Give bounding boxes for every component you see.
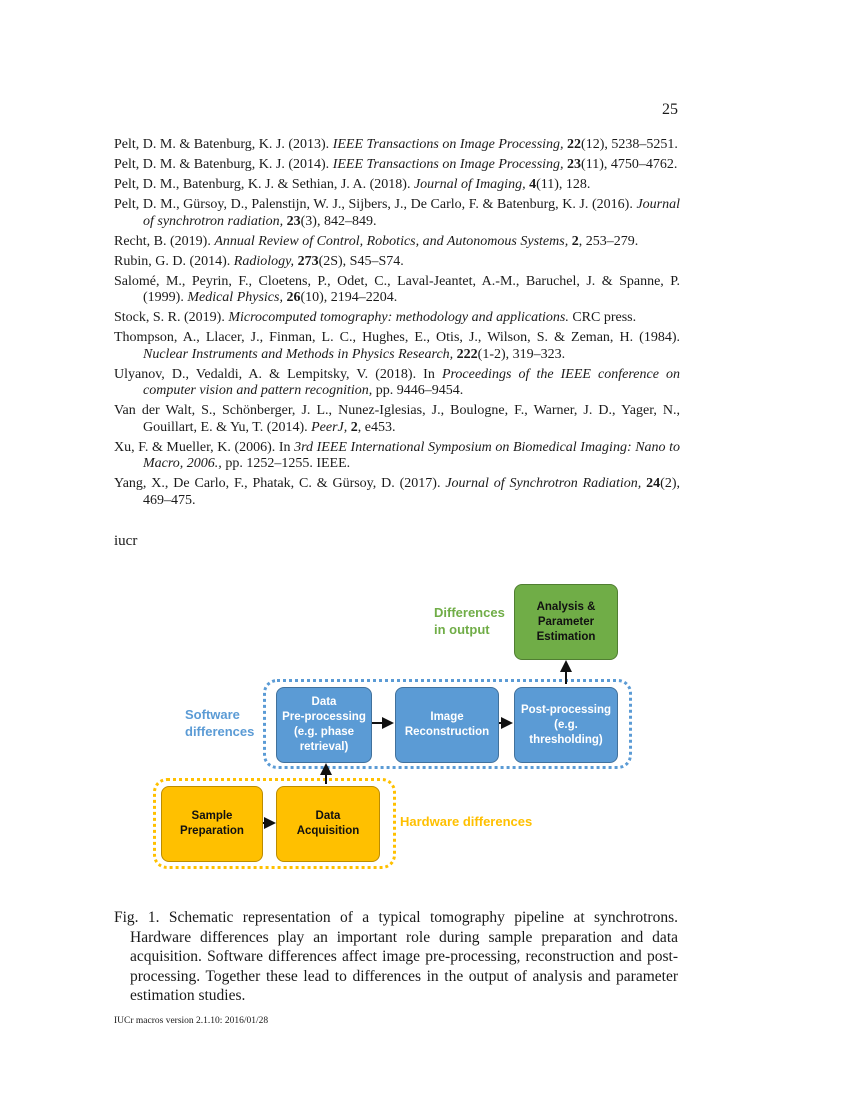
reference-authors: Yang, X., De Carlo, F., Phatak, C. & Gürsoy, D. (2017). bbox=[114, 476, 441, 491]
reference-entry bbox=[114, 310, 680, 327]
reference-entry bbox=[114, 254, 680, 271]
reference-pages: (10), 2194–2204. bbox=[300, 290, 398, 305]
reference-journal: 3rd IEEE International Symposium on Biomedical Imaging: Nano to Macro, 2006., bbox=[143, 439, 681, 471]
reference-pages: (11), 4750–4762. bbox=[581, 157, 678, 172]
reference-volume: 22 bbox=[567, 137, 582, 152]
reference-authors: Ulyanov, D., Vedaldi, A. & Lempitsky, V. (2018). In bbox=[114, 366, 435, 382]
reference-entry bbox=[114, 177, 680, 194]
sample-preparation-box: Sample Preparation bbox=[161, 786, 263, 862]
data-acquisition-box: Data Acquisition bbox=[276, 786, 380, 862]
reference-pages: (3), 842–849. bbox=[300, 213, 377, 229]
reference-authors: Salomé, M., Peyrin, F., Cloetens, P., Odet, C., Laval-Jeantet, A.-M., Baruchel, J. & Spanne, P. (1999). bbox=[114, 273, 680, 305]
reference-pages: (2S), S45–S74. bbox=[318, 253, 404, 269]
figure-caption bbox=[114, 908, 678, 1006]
reference-volume: 2 bbox=[571, 233, 579, 249]
reference-pages: , 253–279. bbox=[578, 233, 639, 249]
reference-journal: Journal of synchrotron radiation, bbox=[143, 197, 681, 229]
reference-pages: , e453. bbox=[357, 419, 396, 435]
reference-authors: Van der Walt, S., Schönberger, J. L., Nunez-Iglesias, J., Boulogne, F., Warner, J. D., Yager, N., Gouillart, E. & Yu, T. (2014). bbox=[114, 403, 680, 435]
reference-journal: Radiology, bbox=[233, 253, 295, 269]
data-preprocessing-box: Data Pre-processing (e.g. phase retrieval) bbox=[276, 687, 372, 763]
reference-journal: IEEE Transactions on Image Processing, bbox=[332, 137, 564, 152]
reference-journal: Journal of Synchrotron Radiation, bbox=[445, 476, 642, 491]
reference-journal: PeerJ, bbox=[311, 419, 348, 435]
reference-entry bbox=[114, 157, 680, 174]
reference-entry bbox=[114, 330, 680, 363]
reference-entry bbox=[114, 274, 680, 307]
reference-volume: 222 bbox=[456, 346, 478, 362]
reference-pages: pp. 9446–9454. bbox=[375, 383, 464, 398]
footer: IUCr macros version 2.1.10: 2016/01/28 bbox=[114, 1016, 269, 1026]
reference-entry bbox=[114, 403, 680, 436]
reference-authors: Xu, F. & Mueller, K. (2006). In bbox=[114, 439, 291, 455]
reference-authors: Pelt, D. M. & Batenburg, K. J. (2014). bbox=[114, 157, 330, 172]
reference-entry bbox=[114, 367, 680, 400]
hardware-differences-label: Hardware differences bbox=[400, 814, 533, 829]
reference-authors: Thompson, A., Llacer, J., Finman, L. C., Hughes, E., Otis, J., Wilson, S. & Zeman, H. (1984). bbox=[114, 330, 680, 345]
reference-volume: 2 bbox=[350, 419, 358, 435]
reference-pages: CRC press. bbox=[572, 310, 637, 325]
reference-pages: (11), 128. bbox=[536, 177, 591, 192]
reference-journal: Annual Review of Control, Robotics, and Autonomous Systems, bbox=[214, 233, 569, 249]
reference-pages: (1-2), 319–323. bbox=[477, 346, 566, 362]
caption-text: Fig. 1. Schematic representation of a typical tomography pipeline at synchrotrons. Hardware differences play an important role during sample preparation and data acquisition. Software differences affect image pre-processing, reconstruction and post-processing. Together these lead to differences in the output of analysis and parameter estimation studies. bbox=[114, 909, 678, 1004]
software-differences-label: Software differences bbox=[185, 707, 255, 739]
reference-volume: 273 bbox=[297, 253, 319, 269]
reference-volume: 24 bbox=[646, 476, 661, 491]
reference-entry bbox=[114, 137, 680, 154]
reference-authors: Stock, S. R. (2019). bbox=[114, 310, 225, 325]
output-differences-label: Differences in output bbox=[434, 605, 505, 637]
reference-authors: Pelt, D. M., Batenburg, K. J. & Sethian, J. A. (2018). bbox=[114, 177, 411, 192]
reference-journal: Microcomputed tomography: methodology and applications. bbox=[228, 310, 569, 325]
reference-entry bbox=[114, 440, 680, 473]
reference-pages: (12), 5238–5251. bbox=[581, 137, 678, 152]
pipeline-arrows bbox=[150, 580, 650, 870]
reference-authors: Pelt, D. M., Gürsoy, D., Palenstijn, W. J., Sijbers, J., De Carlo, F. & Batenburg, K. J. (2016). bbox=[114, 197, 633, 212]
page-number: 25 bbox=[662, 101, 678, 118]
reference-authors: Pelt, D. M. & Batenburg, K. J. (2013). bbox=[114, 137, 330, 152]
reference-journal: Medical Physics, bbox=[187, 290, 283, 305]
reference-volume: 4 bbox=[529, 177, 537, 192]
reference-authors: Rubin, G. D. (2014). bbox=[114, 253, 231, 269]
reference-journal: Proceedings of the IEEE conference on computer vision and pattern recognition, bbox=[143, 366, 681, 398]
reference-pages: pp. 1252–1255. IEEE. bbox=[225, 456, 351, 471]
pipeline-figure bbox=[150, 580, 650, 870]
reference-journal: Journal of Imaging, bbox=[413, 177, 526, 192]
reference-volume: 23 bbox=[567, 157, 582, 172]
analysis-parameter-estimation-box: Analysis & Parameter Estimation bbox=[514, 584, 618, 660]
reference-volume: 26 bbox=[286, 290, 301, 305]
reference-entry bbox=[114, 234, 680, 251]
reference-pages: (2), 469–475. bbox=[143, 476, 680, 508]
reference-authors: Recht, B. (2019). bbox=[114, 233, 211, 249]
reference-journal: IEEE Transactions on Image Processing, bbox=[332, 157, 564, 172]
reference-journal: Nuclear Instruments and Methods in Physics Research, bbox=[143, 346, 454, 362]
reference-entry bbox=[114, 197, 680, 230]
image-reconstruction-box: Image Reconstruction bbox=[395, 687, 499, 763]
reference-volume: 23 bbox=[286, 213, 301, 229]
reference-list bbox=[114, 137, 680, 513]
iucr-label: iucr bbox=[114, 533, 138, 549]
reference-entry bbox=[114, 476, 680, 509]
post-processing-box: Post-processing (e.g. thresholding) bbox=[514, 687, 618, 763]
